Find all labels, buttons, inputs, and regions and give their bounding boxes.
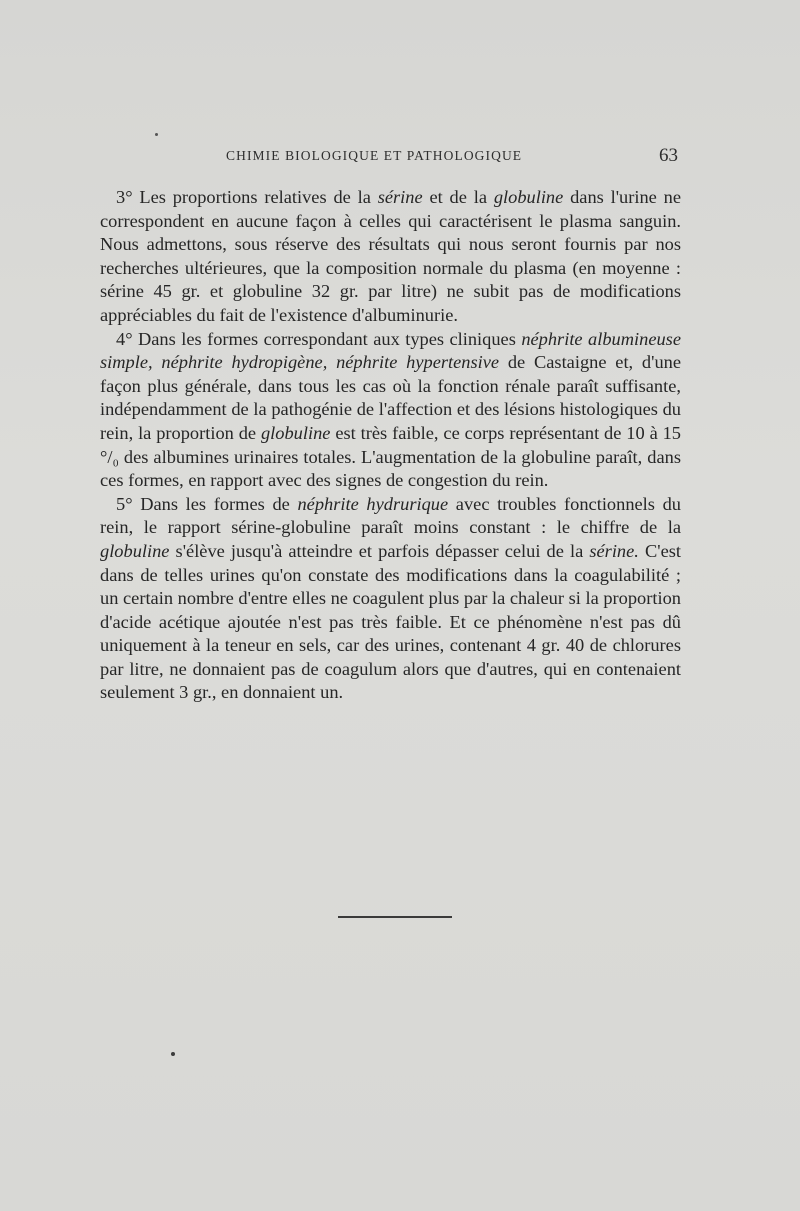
page-header [226,145,678,168]
text-segment: dans l'urine ne correspondent en aucune façon à celles qui caractérisent le plasma sanguin. Nous admettons, sous réserve des résultats qui nous seront fournis par nos recherches ultérieures, que la composition normale du plasma (en moyenne : sérine 45 gr. et globuline 32 gr. par litre) ne subit pas de modifications appréciables du fait de l'existence d'albuminurie. [100,187,681,325]
text-segment: de Castaigne et, d'une façon plus générale, dans tous les cas où la fonction rénale paraît suffisante, indépendamment de la pathogénie de l'affection et des lésions histologiques du rein, la proportion de [100,352,681,443]
text-segment: s'élève jusqu'à atteindre et parfois dépasser celui de la [169,540,590,561]
body-text [100,186,681,705]
italic-segment: globuline [100,540,170,561]
italic-segment: sérine [377,187,423,207]
italic-segment: néphrite albumineuse simple, néphrite hydropigène, néphrite hypertensive [100,328,681,373]
italic-segment: sérine. [589,540,639,561]
page-number: 63 [659,145,678,166]
text-segment: avec troubles fonctionnels du rein, le rapport sérine-globuline paraît moins constant : le chiffre de la [100,493,681,538]
running-title: CHIMIE BIOLOGIQUE ET PATHOLOGIQUE [226,148,523,163]
section-separator-rule [338,916,452,918]
text-segment: 3° Les proportions relatives de la [116,187,378,207]
text-segment: 5° Dans les formes de [116,493,298,514]
ink-speck [171,1052,175,1056]
text-segment: et de la [422,187,494,207]
paragraph-4 [100,328,681,493]
text-segment: 4° Dans les formes correspondant aux types cliniques [116,328,522,349]
italic-segment: globuline [493,187,564,207]
paragraph-5 [100,493,681,705]
ink-speck [155,133,158,136]
italic-segment: globuline [260,422,331,443]
text-segment: est très faible, ce corps représentant de 10 à 15 °/₀ des albumines urinaires totales. L'augmentation de la globuline paraît, dans ces formes, en rapport avec des signes de congestion du rein. [100,422,681,491]
text-segment: C'est dans de telles urines qu'on constate des modifications dans la coagulabilité ; un certain nombre d'entre elles ne coagulent plus par la chaleur si la proportion d'acide acétique ajoutée n'est pas très faible. Et ce phénomène n'est pas dû uniquement à la teneur en sels, car des urines, contenant 4 gr. 40 de chlorures par litre, ne donnaient pas de coagulum alors que d'autres, qui en contenaient seulement 3 gr., en donnaient un. [100,540,681,703]
paragraph-3 [100,186,681,328]
italic-segment: néphrite hydrurique [297,493,449,514]
